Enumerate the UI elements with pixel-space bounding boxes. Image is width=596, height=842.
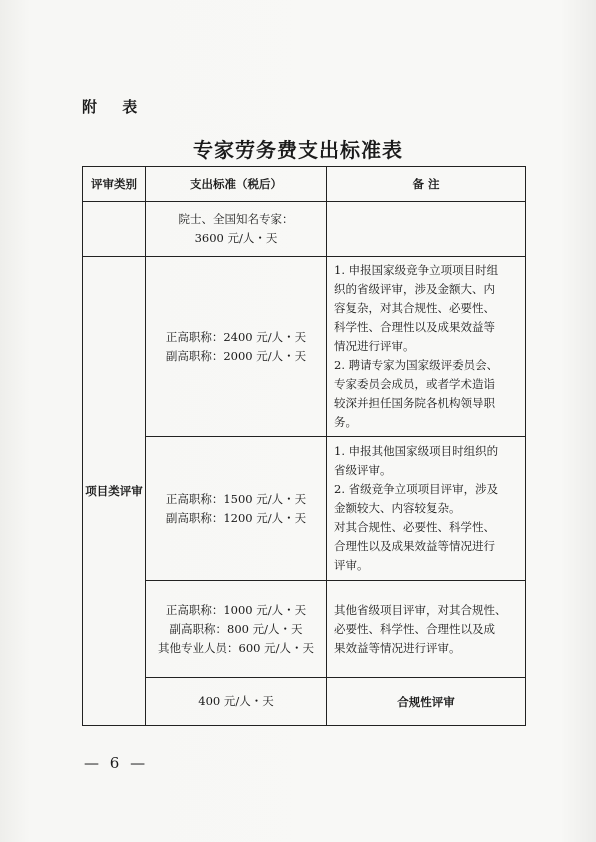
note-line: 2. 省级竞争立项项目评审，涉及 <box>334 482 499 496</box>
standard-line: 副高职称：1200 元/人・天 <box>165 510 307 525</box>
attachment-label: 附 表 <box>82 98 148 116</box>
standard-line: 副高职称：2000 元/人・天 <box>165 348 307 363</box>
note-line: 科学性、合理性以及成果效益等 <box>334 320 495 334</box>
standard-line: 正高职称：1500 元/人・天 <box>165 491 307 506</box>
standard-cell <box>146 581 327 678</box>
fee-standard-table <box>82 166 526 726</box>
table-row <box>83 202 526 257</box>
standard-cell <box>146 202 327 257</box>
standard-line: 院士、全国知名专家： <box>178 212 294 226</box>
note-line: 较深并担任国务院各机构领导职 <box>334 396 495 410</box>
table-row <box>83 257 526 437</box>
table-row <box>83 581 526 678</box>
standard-line: 正高职称：2400 元/人・天 <box>165 329 307 344</box>
standard-line: 3600 元/人・天 <box>194 231 278 245</box>
note-line: 情况进行评审。 <box>334 339 415 353</box>
note-line: 金额较大、内容较复杂。 <box>334 501 461 515</box>
note-line: 评审。 <box>334 558 369 572</box>
header-note: 备 注 <box>327 167 526 202</box>
note-line: 务。 <box>334 415 357 429</box>
note-line: 织的省级评审，涉及金额大、内 <box>334 282 495 296</box>
standard-cell <box>146 257 327 437</box>
note-line: 其他省级项目评审，对其合规性、 <box>334 602 507 617</box>
table-header-row <box>83 167 526 202</box>
standard-cell <box>146 437 327 581</box>
note-cell <box>327 581 526 678</box>
note-cell: 合规性评审 <box>327 678 526 726</box>
standard-line: 400 元/人・天 <box>198 694 274 708</box>
note-line: 省级评审。 <box>334 463 392 477</box>
note-line: 2. 聘请专家为国家级评委员会、 <box>334 358 499 372</box>
category-cell-empty <box>83 202 146 257</box>
note-cell <box>327 437 526 581</box>
table-row <box>83 678 526 726</box>
note-cell-empty <box>327 202 526 257</box>
header-standard: 支出标准（税后） <box>146 167 327 202</box>
header-category: 评审类别 <box>83 167 146 202</box>
table-row <box>83 437 526 581</box>
note-line: 果效益等情况进行评审。 <box>334 640 461 655</box>
note-line: 合理性以及成果效益等情况进行 <box>334 539 495 553</box>
note-line: 1. 申报国家级竞争立项项目时组 <box>334 263 499 277</box>
category-cell: 项目类评审 <box>83 257 146 726</box>
standard-cell <box>146 678 327 726</box>
note-line: 必要性、科学性、合理性以及成 <box>334 621 495 636</box>
note-line: 1. 申报其他国家级项目时组织的 <box>334 444 499 458</box>
note-line: 对其合规性、必要性、科学性、 <box>334 520 495 534</box>
standard-line: 副高职称：800 元/人・天 <box>169 621 303 636</box>
page-title: 专家劳务费支出标准表 <box>193 138 403 162</box>
note-cell <box>327 257 526 437</box>
page-number: — 6 — <box>84 754 149 772</box>
standard-line: 正高职称：1000 元/人・天 <box>165 602 307 617</box>
note-line: 容复杂，对其合规性、必要性、 <box>334 301 495 315</box>
standard-line: 其他专业人员：600 元/人・天 <box>158 640 314 655</box>
note-line: 专家委员会成员，或者学术造诣 <box>334 377 495 391</box>
